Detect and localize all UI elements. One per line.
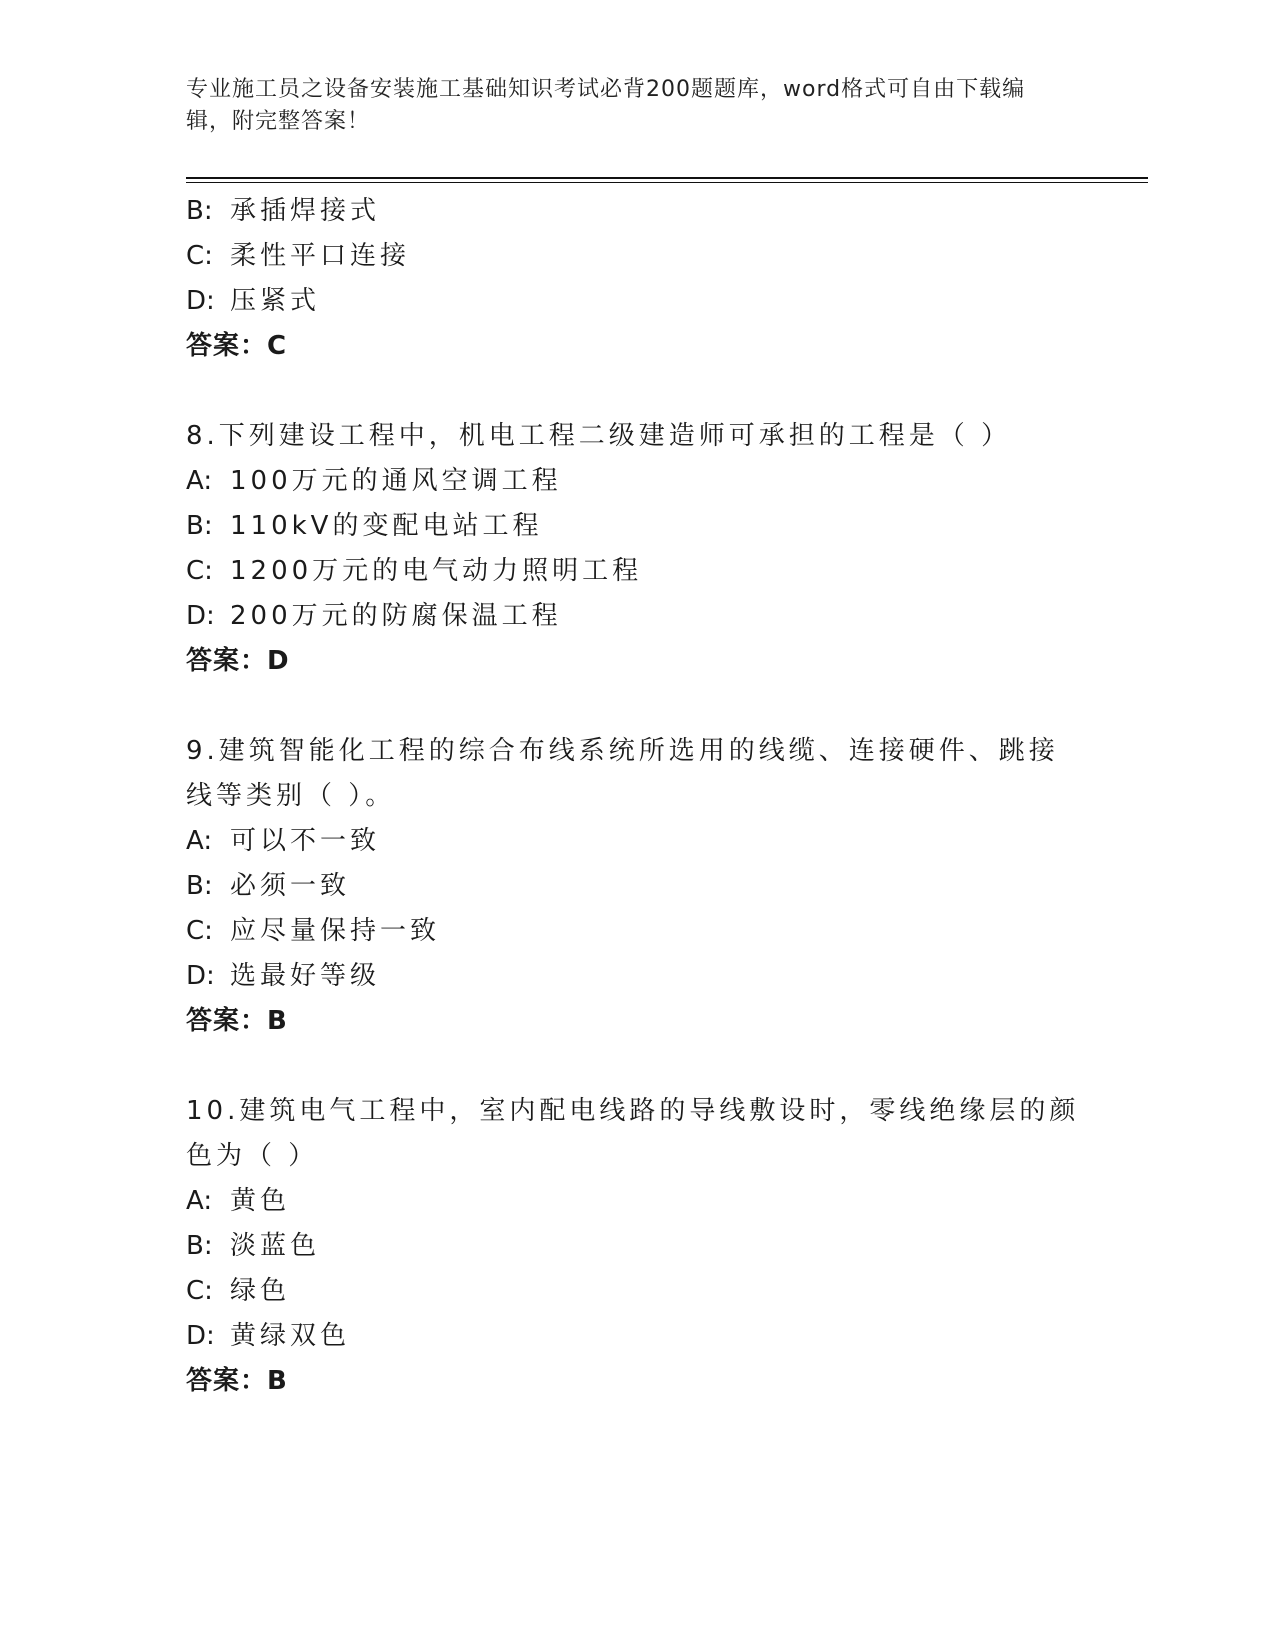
question-8: [186, 414, 1086, 684]
option-text: 100万元的通风空调工程: [230, 466, 562, 496]
option-text: 黄绿双色: [230, 1321, 351, 1351]
option-a: [186, 1179, 1086, 1224]
option-key: D:: [186, 1321, 215, 1351]
option-d: [186, 1314, 1086, 1359]
answer: 答案：B: [186, 1366, 288, 1396]
option-b: [186, 189, 1086, 234]
option-text: 可以不一致: [230, 826, 381, 856]
question-stem: 9.建筑智能化工程的综合布线系统所选用的线缆、连接硬件、跳接线等类别（ ）。: [186, 736, 1059, 811]
option-key: A:: [186, 826, 213, 856]
option-key: D:: [186, 286, 215, 316]
option-a: [186, 819, 1086, 864]
option-text: 黄色: [230, 1186, 291, 1216]
option-text: 压紧式: [230, 286, 321, 316]
question-stem: 10.建筑电气工程中，室内配电线路的导线敷设时，零线绝缘层的颜色为（ ）: [186, 1096, 1080, 1171]
question-list: [186, 189, 1086, 1404]
option-text: 200万元的防腐保温工程: [230, 601, 562, 631]
answer: 答案：C: [186, 331, 288, 361]
header-divider: [186, 177, 1148, 179]
option-b: [186, 1224, 1086, 1269]
header-divider-thin: [186, 182, 1148, 183]
option-text: 淡蓝色: [230, 1231, 321, 1261]
option-text: 选最好等级: [230, 961, 381, 991]
option-text: 必须一致: [230, 871, 351, 901]
option-key: B:: [186, 511, 213, 541]
question-7-continued: [186, 189, 1086, 369]
option-text: 1200万元的电气动力照明工程: [230, 556, 643, 586]
option-key: C:: [186, 1276, 213, 1306]
option-d: [186, 954, 1086, 999]
option-d: [186, 594, 1086, 639]
option-c: [186, 1269, 1086, 1314]
option-b: [186, 864, 1086, 909]
option-key: C:: [186, 916, 213, 946]
option-key: B:: [186, 196, 213, 226]
option-key: C:: [186, 241, 213, 271]
answer: 答案：D: [186, 646, 290, 676]
document-header: 专业施工员之设备安装施工基础知识考试必背200题题库，word格式可自由下载编辑，附完整答案！: [186, 77, 1026, 134]
question-10: [186, 1089, 1086, 1404]
question-stem: 8.下列建设工程中，机电工程二级建造师可承担的工程是（ ）: [186, 421, 1012, 451]
option-key: B:: [186, 871, 213, 901]
option-key: D:: [186, 961, 215, 991]
option-d: [186, 279, 1086, 324]
option-key: A:: [186, 1186, 213, 1216]
option-b: [186, 504, 1086, 549]
option-text: 绿色: [230, 1276, 291, 1306]
option-key: B:: [186, 1231, 213, 1261]
option-text: 110kV的变配电站工程: [230, 511, 543, 541]
option-text: 应尽量保持一致: [230, 916, 441, 946]
option-key: C:: [186, 556, 213, 586]
option-a: [186, 459, 1086, 504]
option-key: D:: [186, 601, 215, 631]
option-c: [186, 549, 1086, 594]
option-c: [186, 909, 1086, 954]
option-key: A:: [186, 466, 213, 496]
option-c: [186, 234, 1086, 279]
option-text: 承插焊接式: [230, 196, 381, 226]
question-9: [186, 729, 1086, 1044]
answer: 答案：B: [186, 1006, 288, 1036]
option-text: 柔性平口连接: [230, 241, 411, 271]
